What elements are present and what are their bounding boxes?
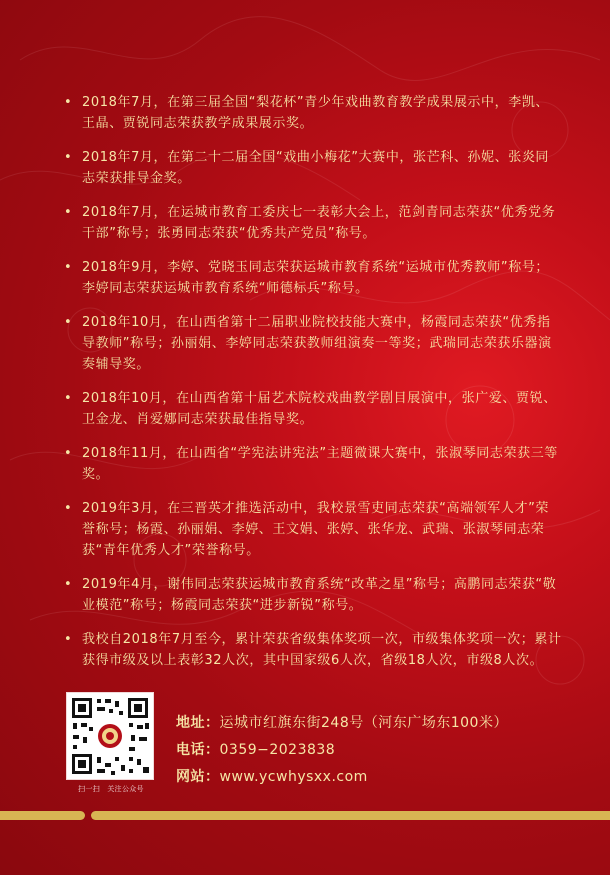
achievement-text: 2018年7月，在第三届全国“梨花杯”青少年戏曲教育教学成果展示中，李凯、王晶、贾锐同志荣获教学成果展示奖。 [82, 95, 550, 131]
qr-code-image[interactable] [66, 692, 154, 780]
phone-row [176, 739, 508, 762]
website-link[interactable]: www.ycwhysxx.com [219, 769, 368, 785]
qr-code-icon [67, 693, 153, 779]
achievement-text: 2018年10月，在山西省第十届艺术院校戏曲教学剧目展演中，张广爱、贾锐、卫金龙、肖爱娜同志荣获最佳指导奖。 [82, 391, 557, 427]
list-item [62, 443, 562, 485]
bullet-icon: • [64, 391, 73, 406]
bullet-icon: • [64, 501, 73, 516]
achievement-text: 2018年11月，在山西省“学宪法讲宪法”主题微课大赛中，张淑琴同志荣获三等奖。 [82, 446, 558, 482]
achievement-text: 2018年7月，在第二十二届全国“戏曲小梅花”大赛中，张芒科、孙妮、张炎同志荣获排导金奖。 [82, 150, 550, 186]
list-item [62, 498, 562, 561]
list-item [62, 388, 562, 430]
bullet-icon: • [64, 632, 73, 647]
address-label: 地址： [176, 715, 220, 731]
phone-value[interactable]: 0359−2023838 [219, 742, 336, 758]
contact-info [176, 712, 508, 793]
address-value: 运城市红旗东街248号（河东广场东100米） [219, 715, 508, 731]
website-label: 网站： [176, 769, 220, 785]
achievement-text: 我校自2018年7月至今，累计荣获省级集体奖项一次，市级集体奖项一次；累计获得市级及以上表彰32人次，其中国家级6人次，省级18人次，市级8人次。 [82, 632, 562, 668]
bullet-icon: • [64, 150, 73, 165]
qr-caption: 扫一扫 关注公众号 [78, 785, 144, 793]
achievements-list [62, 92, 562, 684]
achievement-text: 2018年10月，在山西省第十二届职业院校技能大赛中，杨霞同志荣获“优秀指导教师”称号；孙丽娟、李婷同志荣获教师组演奏一等奖；武瑞同志荣获乐器演奏辅导奖。 [82, 315, 552, 372]
gold-divider-left [0, 811, 85, 820]
bullet-icon: • [64, 95, 73, 110]
website-row [176, 766, 508, 789]
address-row [176, 712, 508, 735]
list-item [62, 257, 562, 299]
bullet-icon: • [64, 577, 73, 592]
bullet-icon: • [64, 260, 73, 275]
gold-divider-right [91, 811, 610, 820]
list-item [62, 312, 562, 375]
achievement-text: 2018年7月，在运城市教育工委庆七一表彰大会上，范剑青同志荣获“优秀党务干部”称号；张勇同志荣获“优秀共产党员”称号。 [82, 205, 556, 241]
phone-label: 电话： [176, 742, 220, 758]
list-item [62, 629, 562, 671]
list-item [62, 574, 562, 616]
bullet-icon: • [64, 315, 73, 330]
list-item [62, 202, 562, 244]
list-item [62, 147, 562, 189]
bullet-icon: • [64, 205, 73, 220]
achievement-text: 2019年3月，在三晋英才推选活动中，我校景雪吏同志荣获“高端领军人才”荣誉称号；杨霞、孙丽娟、李婷、王文娟、张婷、张华龙、武瑞、张淑琴同志荣获“青年优秀人才”荣誉称号。 [82, 501, 550, 558]
list-item [62, 92, 562, 134]
achievement-text: 2019年4月，谢伟同志荣获运城市教育系统“改革之星”称号；高鹏同志荣获“敬业模范”称号；杨霞同志荣获“进步新锐”称号。 [82, 577, 557, 613]
bullet-icon: • [64, 446, 73, 461]
achievement-text: 2018年9月，李婷、党晓玉同志荣获运城市教育系统“运城市优秀教师”称号；李婷同志荣获运城市教育系统“师德标兵”称号。 [82, 260, 550, 296]
